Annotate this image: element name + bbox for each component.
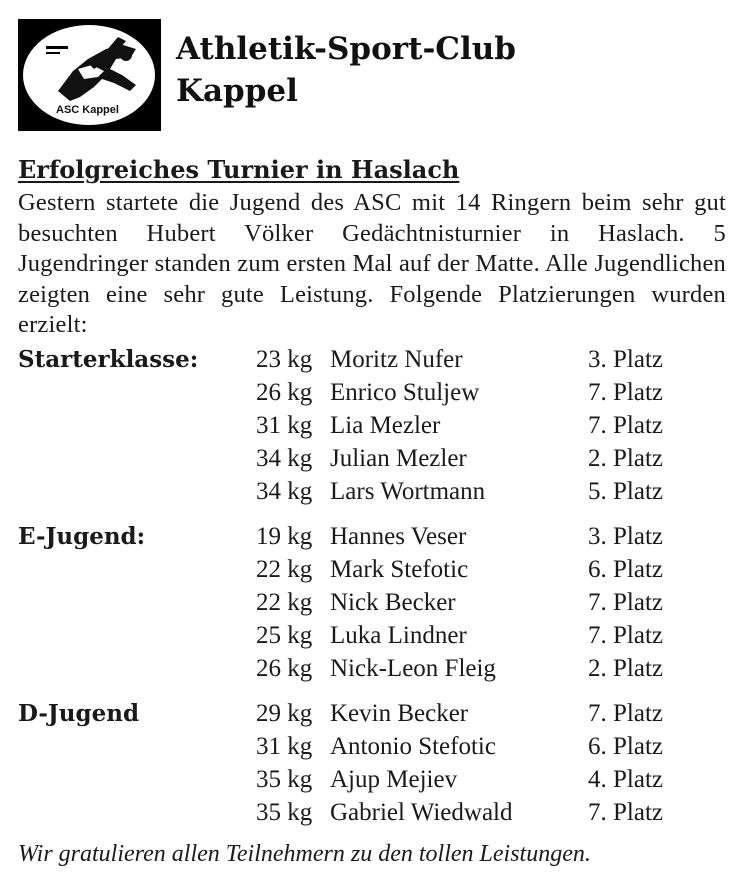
weight-class: 25 kg bbox=[256, 622, 313, 649]
result-group-starterklasse bbox=[18, 343, 718, 508]
weight-class: 35 kg bbox=[256, 799, 313, 826]
placement: 5. Platz bbox=[588, 478, 663, 505]
placement: 7. Platz bbox=[588, 379, 663, 406]
weight-class: 23 kg bbox=[256, 346, 313, 373]
weight-class: 31 kg bbox=[256, 733, 313, 760]
placement: 6. Platz bbox=[588, 556, 663, 583]
club-name bbox=[176, 28, 516, 112]
weight-class: 26 kg bbox=[256, 655, 313, 682]
placement: 7. Platz bbox=[588, 700, 663, 727]
result-row bbox=[18, 442, 718, 475]
article-intro: Gestern startete die Jugend des ASC mit 14 Ringern beim sehr gut besuchten Hubert Völker Gedächtnisturnier in Haslach. 5 Jugendringer standen zum ersten Mal auf der Matte. Alle Jugendlichen zeigten eine sehr gute Leistung. Folgende Platzierungen wurden erzielt: bbox=[18, 189, 726, 338]
wrestler-name: Nick-Leon Fleig bbox=[330, 655, 496, 682]
result-row bbox=[18, 763, 718, 796]
placement: 7. Platz bbox=[588, 799, 663, 826]
result-group-e-jugend bbox=[18, 520, 718, 685]
wrestler-name: Julian Mezler bbox=[330, 445, 467, 472]
wrestler-name: Moritz Nufer bbox=[330, 346, 463, 373]
placement: 3. Platz bbox=[588, 523, 663, 550]
wrestler-name: Mark Stefotic bbox=[330, 556, 469, 583]
wrestler-name: Lia Mezler bbox=[330, 412, 441, 439]
weight-class: 29 kg bbox=[256, 700, 313, 727]
weight-class: 26 kg bbox=[256, 379, 313, 406]
result-row bbox=[18, 343, 718, 376]
weight-class: 19 kg bbox=[256, 523, 313, 550]
placement: 7. Platz bbox=[588, 622, 663, 649]
weight-class: 31 kg bbox=[256, 412, 313, 439]
results-list bbox=[18, 343, 718, 829]
result-group-d-jugend bbox=[18, 697, 718, 829]
placement: 2. Platz bbox=[588, 655, 663, 682]
club-logo bbox=[18, 19, 161, 131]
result-row bbox=[18, 553, 718, 586]
article-headline: Erfolgreiches Turnier in Haslach bbox=[18, 155, 460, 184]
result-row bbox=[18, 409, 718, 442]
result-row bbox=[18, 796, 718, 829]
weight-class: 34 kg bbox=[256, 445, 313, 472]
placement: 3. Platz bbox=[588, 346, 663, 373]
result-row bbox=[18, 697, 718, 730]
wrestler-name: Luka Lindner bbox=[330, 622, 467, 649]
group-label: E-Jugend: bbox=[18, 523, 146, 550]
placement: 6. Platz bbox=[588, 733, 663, 760]
wrestler-name: Lars Wortmann bbox=[330, 478, 486, 505]
wrestler-name: Enrico Stuljew bbox=[330, 379, 480, 406]
group-label: Starterklasse: bbox=[18, 346, 199, 373]
wrestler-name: Hannes Veser bbox=[330, 523, 467, 550]
result-row bbox=[18, 475, 718, 508]
placement: 2. Platz bbox=[588, 445, 663, 472]
wrestler-name: Antonio Stefotic bbox=[330, 733, 496, 760]
wrestler-name: Kevin Becker bbox=[330, 700, 469, 727]
placement: 7. Platz bbox=[588, 589, 663, 616]
weight-class: 35 kg bbox=[256, 766, 313, 793]
result-row bbox=[18, 652, 718, 685]
wrestler-name: Gabriel Wiedwald bbox=[330, 799, 513, 826]
club-name-line2: Kappel bbox=[176, 73, 298, 109]
wrestler-name: Nick Becker bbox=[330, 589, 456, 616]
weight-class: 22 kg bbox=[256, 556, 313, 583]
result-row bbox=[18, 730, 718, 763]
result-row bbox=[18, 586, 718, 619]
wrestlers-emblem bbox=[18, 19, 161, 131]
weight-class: 22 kg bbox=[256, 589, 313, 616]
club-name-line1: Athletik-Sport-Club bbox=[176, 31, 516, 67]
result-row bbox=[18, 376, 718, 409]
logo-text: ASC Kappel bbox=[56, 104, 119, 116]
placement: 4. Platz bbox=[588, 766, 663, 793]
closing-line: Wir gratulieren allen Teilnehmern zu den tollen Leistungen. bbox=[18, 841, 591, 867]
group-label: D-Jugend bbox=[18, 700, 140, 727]
weight-class: 34 kg bbox=[256, 478, 313, 505]
placement: 7. Platz bbox=[588, 412, 663, 439]
result-row bbox=[18, 619, 718, 652]
result-row bbox=[18, 520, 718, 553]
wrestler-name: Ajup Mejiev bbox=[330, 766, 458, 793]
